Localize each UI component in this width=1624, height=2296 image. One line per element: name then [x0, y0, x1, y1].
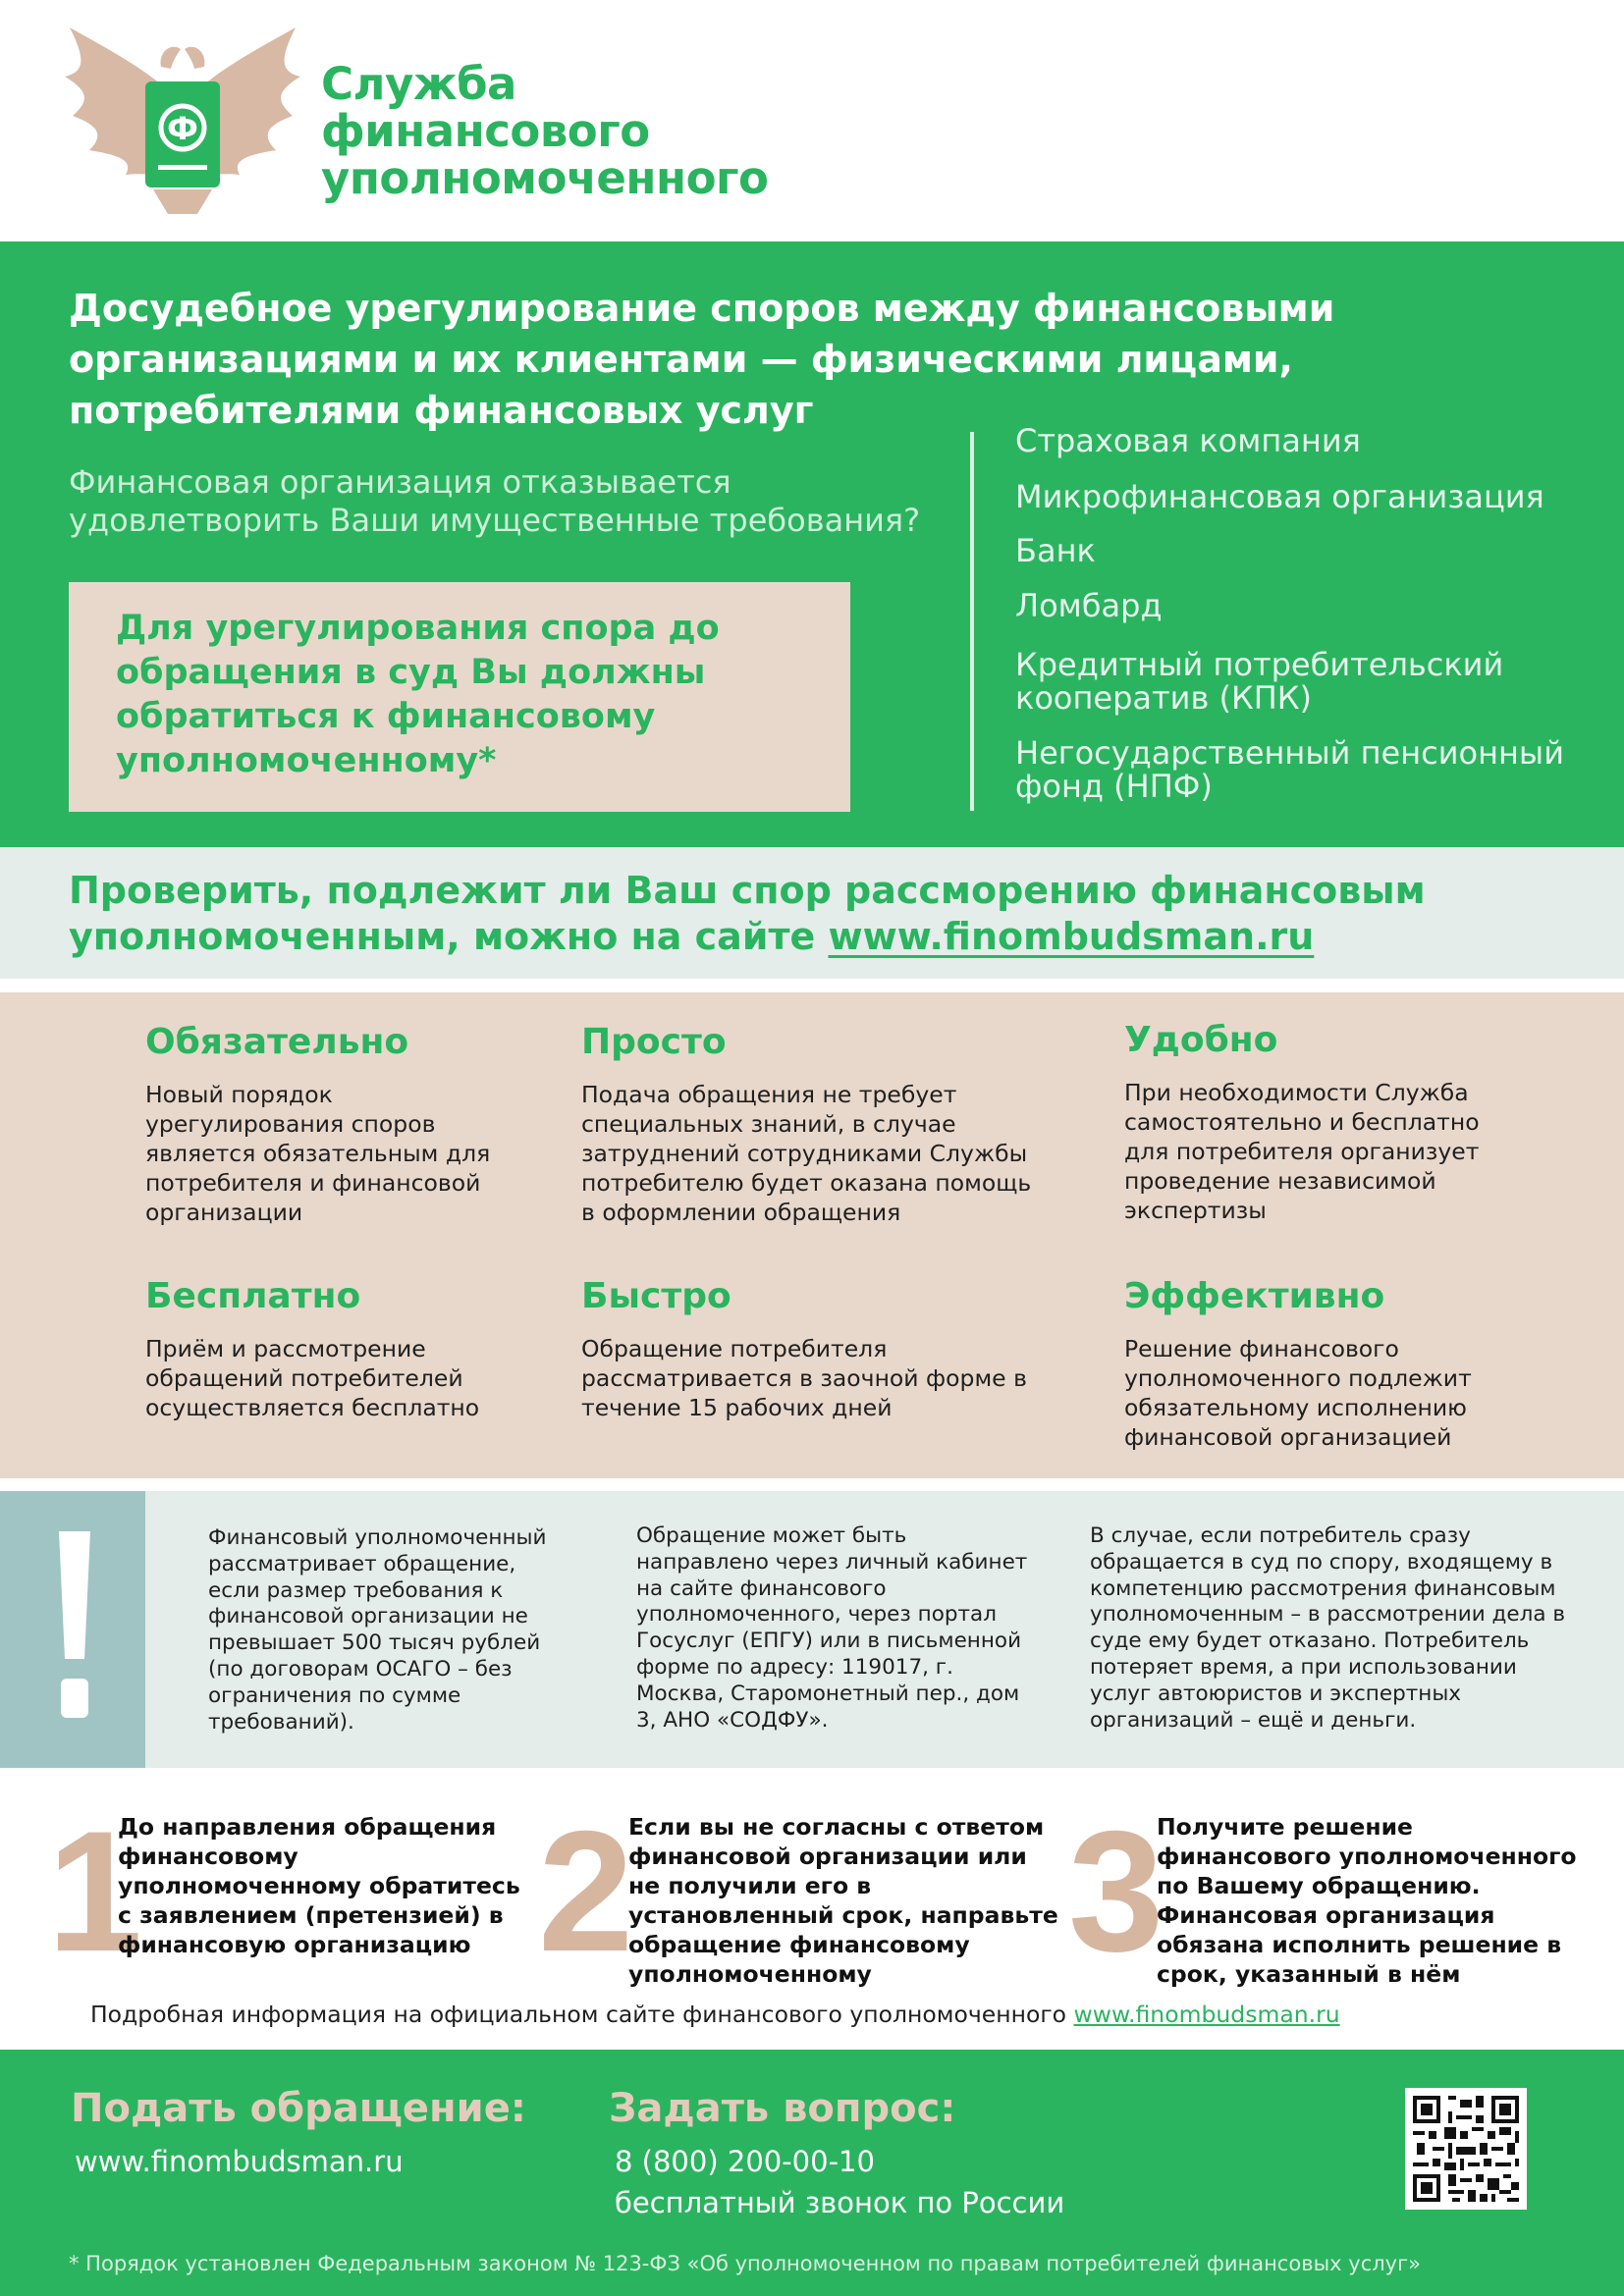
- warning-limit-text: Финансовый уполномоченный рассматривает обращение, если размер требования к финансовой организации не превышает 500 тысяч рублей (по договорам ОСАГО – без ограничения по сумме требований).: [208, 1525, 547, 1735]
- ask-title: Задать вопрос:: [609, 2086, 956, 2131]
- step-number-2: 2: [538, 1796, 634, 1988]
- logo-wordmark: [321, 58, 769, 204]
- footnote: * Порядок установлен Федеральным законом № 123-ФЗ «Об уполномоченном по правам потребителей финансовых услуг»: [69, 2252, 1421, 2275]
- submit-site-link[interactable]: www.finombudsman.ru: [75, 2145, 404, 2178]
- feature-effective: [1124, 1275, 1586, 1452]
- phone-number[interactable]: 8 (800) 200-00-10: [615, 2145, 875, 2178]
- hero-question: Финансовая организация отказывается удовлетворить Ваши имущественные требования?: [69, 463, 921, 539]
- warning-court-text: В случае, если потребитель сразу обращается в суд по спору, входящему в компетенцию рассмотрения финансовым уполномоченным – в рассмотрении дела в суде ему будет отказано. Потребитель потеряет время, а при использовании услуг автоюристов и экспертных организаций – ещё и деньги.: [1090, 1523, 1566, 1733]
- website-link[interactable]: www.finombudsman.ru: [828, 915, 1315, 958]
- feature-title: Эффективно: [1124, 1276, 1385, 1316]
- feature-title: Обязательно: [145, 1022, 409, 1062]
- more-info-text: Подробная информация на официальном сайте финансового уполномоченного: [90, 2001, 1074, 2028]
- feature-body: Новый порядок урегулирования споров является обязательным для потребителя и финансовой организации: [145, 1081, 491, 1226]
- hero-headline: Досудебное урегулирование споров между финансовыми организациями и их клиентами — физическими лицами, потребителями финансовых услуг: [69, 287, 1335, 432]
- org-microfinance: Микрофинансовая организация: [1015, 478, 1544, 515]
- org-credit-cooperative: Кредитный потребительский кооператив (КПК): [1015, 646, 1504, 717]
- feature-body: При необходимости Служба самостоятельно и бесплатно для потребителя организует проведение независимой экспертизы: [1124, 1079, 1480, 1224]
- org-bank: Банк: [1015, 532, 1096, 569]
- warning-submission-text: Обращение может быть направлено через личный кабинет на сайте финансового уполномоченного, через портал Госуслуг (ЕПГУ) или в письменной форме по адресу: 119017, г. Москва, Старомонетный пер., дом 3, АНО «СОДФУ».: [636, 1523, 1028, 1733]
- submit-title: Подать обращение:: [71, 2086, 526, 2131]
- emblem-eagle-icon: [65, 27, 300, 219]
- org-pension-fund: Негосударственный пенсионный фонд (НПФ): [1015, 734, 1564, 805]
- feature-fast: [581, 1275, 1043, 1422]
- divider: [970, 432, 974, 811]
- step-text-3: Получите решение финансового уполномоченного по Вашему обращению. Финансовая организация обязана исполнить решение в срок, указанный в нём: [1157, 1813, 1577, 1988]
- feature-body: Решение финансового уполномоченного подлежит обязательному исполнению финансовой организацией: [1124, 1335, 1472, 1451]
- feature-body: Обращение потребителя рассматривается в заочной форме в течение 15 рабочих дней: [581, 1335, 1027, 1421]
- feature-convenient: [1124, 1019, 1586, 1225]
- org-pawnshop: Ломбард: [1015, 587, 1163, 624]
- more-info: [90, 2000, 1563, 2029]
- step-number-1: 1: [47, 1796, 143, 1988]
- feature-title: Удобно: [1124, 1020, 1278, 1060]
- phone-note: бесплатный звонок по России: [615, 2186, 1065, 2219]
- logo-line-3: уполномоченного: [321, 152, 769, 204]
- check-text: [69, 868, 1581, 960]
- callout-text: Для урегулирования спора до обращения в суд Вы должны обратиться к финансовому уполномоченному*: [116, 609, 720, 780]
- step-text-1: До направления обращения финансовому уполномоченному обратитесь с заявлением (претензией) в финансовую организацию: [118, 1813, 520, 1958]
- feature-title: Просто: [581, 1022, 727, 1062]
- step-text-2: Если вы не согласны с ответом финансовой организации или не получили его в установленный срок, направьте обращение финансовому уполномоченному: [628, 1813, 1058, 1988]
- feature-title: Быстро: [581, 1276, 731, 1316]
- step-number-3: 3: [1068, 1796, 1164, 1988]
- exclamation-icon: [55, 1531, 94, 1728]
- feature-simple: [581, 1021, 1043, 1227]
- org-insurance: Страховая компания: [1015, 422, 1361, 459]
- more-info-link[interactable]: www.finombudsman.ru: [1073, 2001, 1340, 2028]
- logo-line-2: финансового: [321, 105, 650, 157]
- emblem-letter: Ф: [167, 110, 198, 147]
- feature-body: Приём и рассмотрение обращений потребителей осуществляется бесплатно: [145, 1335, 480, 1421]
- qr-code-icon[interactable]: [1405, 2088, 1527, 2210]
- check-text-body: Проверить, подлежит ли Ваш спор рассморению финансовым уполномоченным, можно на сайте: [69, 869, 1426, 958]
- logo-line-1: Служба: [321, 58, 516, 110]
- feature-free: [145, 1275, 607, 1422]
- feature-body: Подача обращения не требует специальных знаний, в случае затруднений сотрудниками Службы потребителю будет оказана помощь в оформлении обращения: [581, 1081, 1032, 1226]
- feature-mandatory: [145, 1021, 607, 1227]
- feature-title: Бесплатно: [145, 1276, 361, 1316]
